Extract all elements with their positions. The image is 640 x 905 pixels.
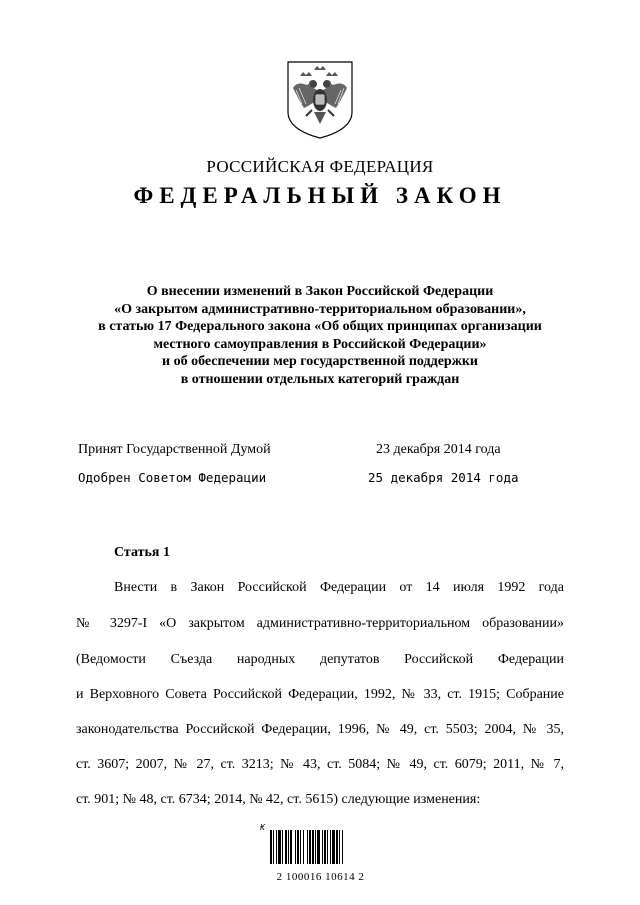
duma-adoption-label: Принят Государственной Думой	[78, 442, 271, 457]
country-title: РОССИЙСКАЯ ФЕДЕРАЦИЯ	[206, 157, 434, 176]
subject-line: местного самоуправления в Российской Федерации»	[153, 336, 487, 352]
barcode	[258, 820, 383, 882]
coat-of-arms-emblem	[284, 60, 356, 140]
article-text-line: Внести в Закон Российской Федерации от 14 июля 1992 года	[114, 580, 564, 595]
article-text-line: № 3297-I «О закрытом административно-территориальном образовании»	[76, 616, 564, 631]
subject-line: в статью 17 Федерального закона «Об общих принципах организации	[98, 319, 542, 334]
duma-adoption-date: 23 декабря 2014 года	[376, 442, 501, 457]
subject-line: О внесении изменений в Закон Российской Федерации	[146, 284, 494, 299]
subject-line: «О закрытом административно-территориальном образовании»,	[114, 301, 526, 317]
barcode-icon	[258, 820, 383, 870]
article-text-line: и Верховного Совета Российской Федерации, 1992, № 33, ст. 1915; Собрание	[76, 687, 564, 702]
coat-of-arms-icon	[284, 60, 356, 140]
law-subject-title	[40, 283, 600, 388]
article-text-line: ст. 3607; 2007, № 27, ст. 3213; № 43, ст. 5084; № 49, ст. 6079; 2011, № 7,	[76, 757, 564, 772]
council-approval-label: Одобрен Советом Федерации	[78, 470, 267, 485]
subject-line: в отношении отдельных категорий граждан	[180, 371, 460, 387]
document-type-title: ФЕДЕРАЛЬНЫЙ ЗАКОН	[133, 183, 507, 208]
svg-text:₭: ₭	[260, 823, 266, 832]
council-approval-date: 25 декабря 2014 года	[368, 470, 519, 485]
article-heading: Статья 1	[114, 545, 170, 560]
article-text-line: ст. 901; № 48, ст. 6734; 2014, № 42, ст. 5615) следующие изменения:	[76, 792, 481, 807]
article-text-line: (Ведомости Съезда народных депутатов Российской Федерации	[76, 652, 564, 667]
barcode-number: 2 100016 10614 2	[276, 871, 365, 883]
subject-line: и об обеспечении мер государственной поддержки	[162, 354, 478, 369]
article-text-line: законодательства Российской Федерации, 1996, № 49, ст. 5503; 2004, № 35,	[76, 722, 564, 737]
